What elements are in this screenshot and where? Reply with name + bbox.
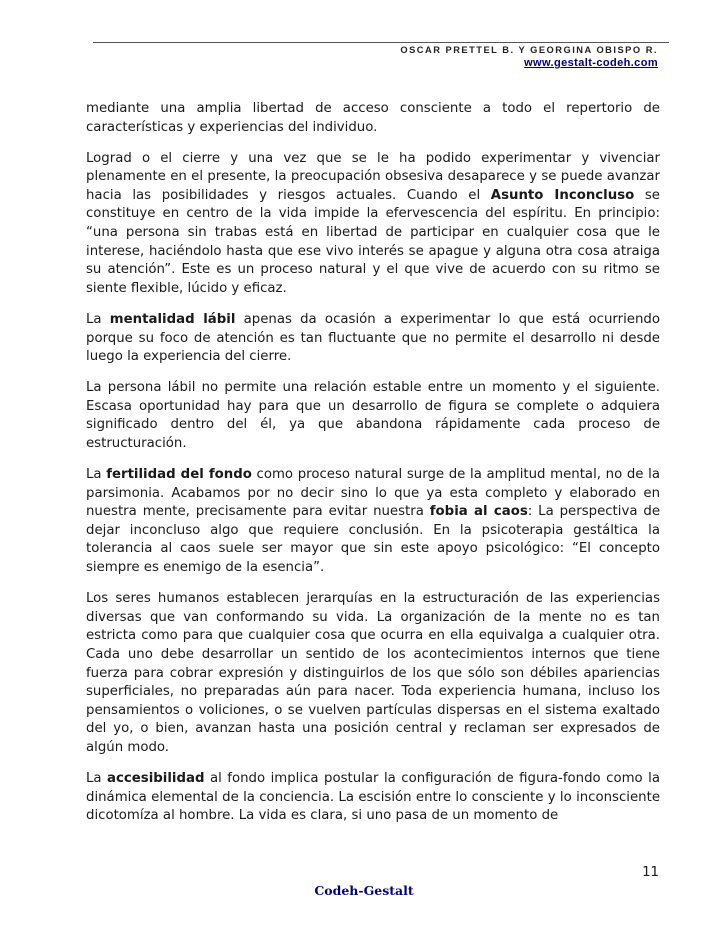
text-run: : La perspectiva de dejar inconcluso algo que requiere conclusión. En la psicoterapia gestáltica la tolerancia al caos suele ser mayor que sin este apoyo psicológico: “El concepto siempre es enemigo de la esencia”.	[86, 504, 661, 576]
bold-term: accesibilidad	[107, 771, 205, 786]
paragraph	[86, 379, 660, 453]
text-run: La persona lábil no permite una relación estable entre un momento y el siguiente. Escasa oportunidad hay para que un desarrollo de figura se complete o adquiera significado dentro del él, ya que abandona rápidamente cada proceso de estructuración.	[86, 380, 660, 451]
paragraph	[86, 590, 660, 757]
text-run: se constituye en centro de la vida impide la efervescencia del espíritu. En principio: “una persona sin trabas está en libertad de participar en cualquier cosa que le interese, haciéndolo hasta que ese vivo interés se apague y alguna otra cosa atraiga su atención”. Este es un proceso natural y el que vive de acuerdo con su ritmo se siente flexible, lúcido y eficaz.	[86, 187, 660, 296]
header-website-link[interactable]: www.gestalt-codeh.com	[524, 57, 658, 69]
header-authors: OSCAR PRETTEL B. Y GEORGINA OBISPO R.	[400, 45, 658, 55]
footer-brand: Codeh-Gestalt	[314, 883, 414, 898]
paragraph	[86, 150, 660, 299]
header-rule	[93, 42, 669, 43]
text-run: apenas da ocasión a experimentar lo que está ocurriendo porque su foco de atención es tan fluctuante que no permite el desarrollo ni desde luego la experiencia del cierre.	[86, 311, 660, 365]
text-run: mediante una amplia libertad de acceso consciente a todo el repertorio de características y experiencias del individuo.	[86, 101, 660, 135]
text-run: La	[86, 467, 107, 483]
bold-term: fobia al caos	[429, 504, 528, 520]
paragraph	[86, 770, 660, 826]
text-run: La	[86, 771, 108, 786]
text-run: La	[86, 311, 110, 327]
paragraph	[86, 311, 660, 367]
bold-term: fertilidad del fondo	[106, 467, 252, 483]
bold-term: mentalidad lábil	[109, 311, 236, 327]
text-run: Los seres humanos establecen jerarquías en la estructuración de las experiencias diversas que van conformando su vida. La organización de la mente no es tan estricta como para que cualquier cosa que ocurra en ella equivalga a cualquier otra. Cada uno debe desarrollar un sentido de los acontecimientos internos que tiene fuerza para cobrar expresión y distinguirlos de los que sólo son débiles apariencias superficiales, no preparadas aún para nacer. Toda experiencia humana, incluso los pensamientos o voliciones, o se vuelven partículas dispersas en el sistema exaltado del yo, o bien, avanzan hasta una posición central y reclaman ser expresados de algún modo.	[86, 591, 660, 755]
document-body	[86, 100, 660, 838]
text-run: como proceso natural surge de la amplitud mental, no de la parsimonia. Acabamos por no decir sino lo que ya esta completo y elaborado en nuestra mente, precisamente para evitar nuestra	[86, 467, 660, 520]
page-number: 11	[642, 865, 659, 880]
paragraph	[86, 100, 660, 137]
text-run: al fondo implica postular la configuración de figura-fondo como la dinámica elemental de la conciencia. La escisión entre lo consciente y lo inconsciente dicotomíza al hombre. La vida es clara, si uno pasa de un momento de	[86, 771, 660, 824]
bold-term: Asunto Inconcluso	[490, 187, 635, 203]
text-run: Lograd o el cierre y una vez que se le ha podido experimentar y vivenciar plenamente en el presente, la preocupación obsesiva desaparece y se puede avanzar hacia las posibilidades y riesgos actuales. Cuando el	[86, 150, 660, 203]
paragraph	[86, 466, 660, 578]
